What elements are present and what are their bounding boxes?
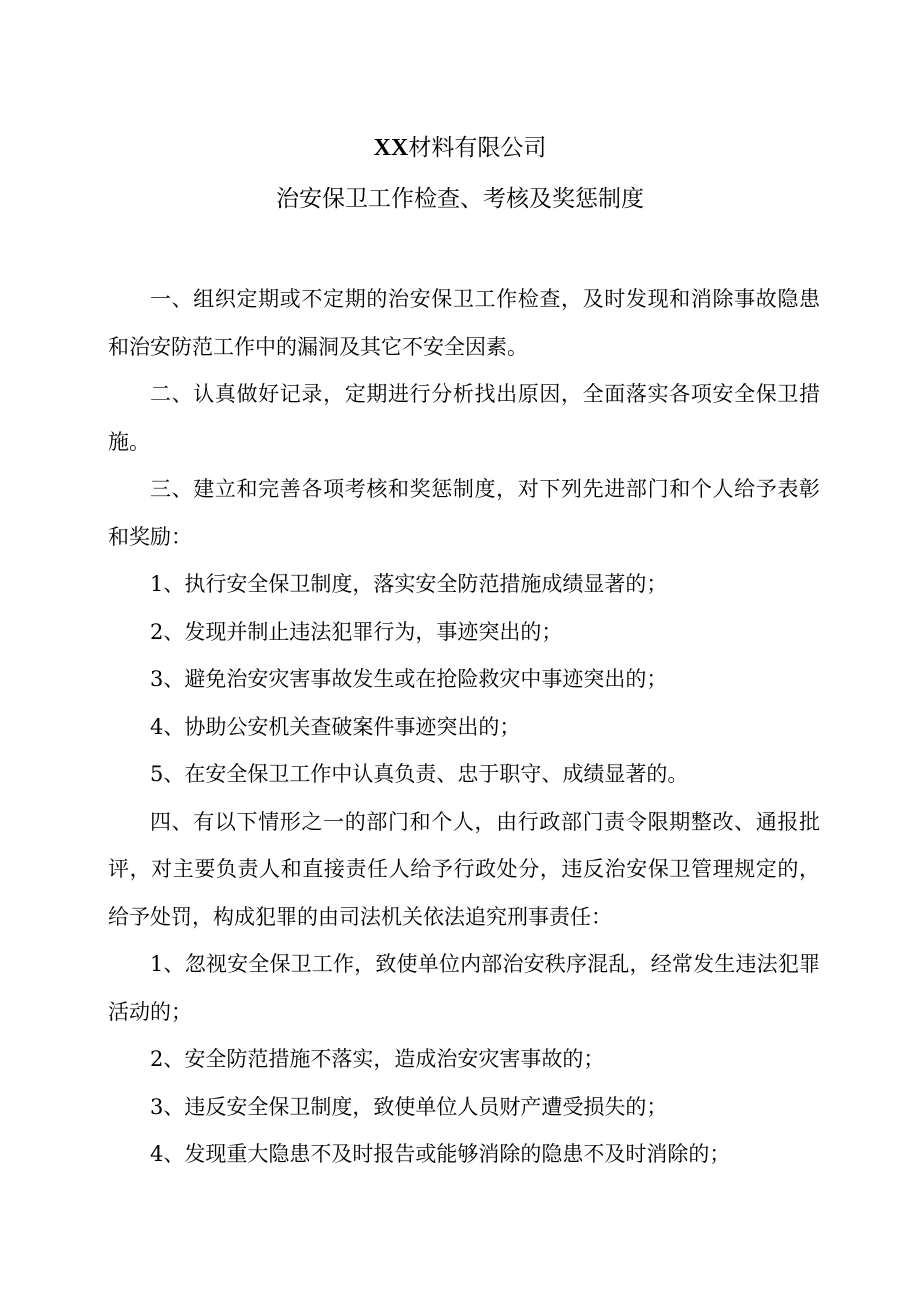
reward-item-3: 3、避免治安灾害事故发生或在抢险救灾中事迹突出的；	[150, 667, 668, 691]
reward-item-4: 4、协助公安机关查破案件事迹突出的；	[150, 714, 521, 739]
paragraph-3: 三、建立和完善各项考核和奖惩制度，对下列先进部门和个人给予表彰和奖励：	[108, 477, 820, 549]
penalty-item-4: 4、发现重大隐患不及时报告或能够消除的隐患不及时消除的；	[150, 1142, 731, 1166]
document-body	[108, 276, 820, 1179]
reward-item-2: 2、发现并制止违法犯罪行为，事迹突出的；	[150, 619, 563, 644]
reward-item-1: 1、执行安全保卫制度，落实安全防范措施成绩显著的；	[150, 572, 668, 596]
paragraph-4: 四、有以下情形之一的部门和个人，由行政部门责令限期整改、通报批评，对主要负责人和直接责任人给予行政处分，违反治安保卫管理规定的，给予处罚，构成犯罪的由司法机关依法追究刑事责任：	[108, 809, 820, 929]
reward-item-5: 5、在安全保卫工作中认真负责、忠于职守、成绩显著的。	[150, 762, 689, 786]
paragraph-2: 二、认真做好记录，定期进行分析找出原因，全面落实各项安全保卫措施。	[108, 382, 820, 454]
penalty-item-2: 2、安全防范措施不落实，造成治安灾害事故的；	[150, 1047, 605, 1071]
penalty-item-3: 3、违反安全保卫制度，致使单位人员财产遭受损失的；	[150, 1094, 668, 1119]
document-title: 治安保卫工作检查、考核及奖惩制度	[276, 186, 644, 212]
company-title	[0, 130, 920, 166]
penalty-item-1: 1、忽视安全保卫工作，致使单位内部治安秩序混乱，经常发生违法犯罪活动的；	[108, 952, 820, 1024]
paragraph-1: 一、组织定期或不定期的治安保卫工作检查，及时发现和消除事故隐患和治安防范工作中的漏洞及其它不安全因素。	[108, 287, 820, 359]
company-suffix: 材料有限公司	[408, 135, 547, 161]
company-prefix: XX	[373, 135, 409, 161]
